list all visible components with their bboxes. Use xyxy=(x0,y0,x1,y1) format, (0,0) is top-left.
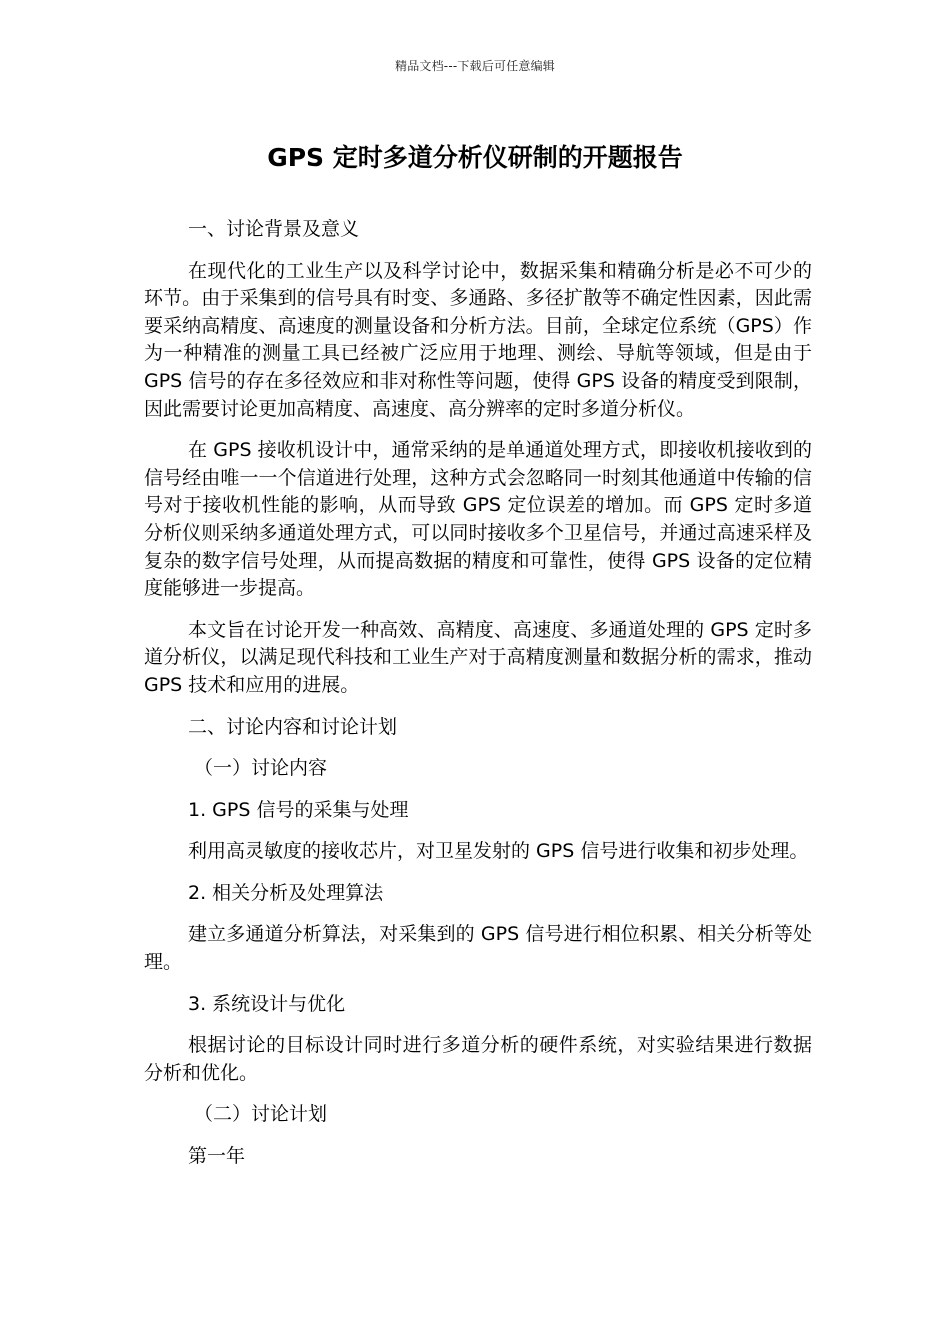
item-heading-correlation: 2. 相关分析及处理算法 xyxy=(188,881,384,904)
item-heading-gps-signal: 1. GPS 信号的采集与处理 xyxy=(188,798,409,821)
subsection-heading-plan: （二）讨论计划 xyxy=(194,1103,328,1126)
item-text-system-design: 根据讨论的目标设计同时进行多道分析的硬件系统，对实验结果进行数据分析和优化。 xyxy=(144,1034,812,1084)
document-body xyxy=(144,216,812,1185)
document-title: GPS 定时多道分析仪研制的开题报告 xyxy=(267,143,683,172)
item-text-correlation: 建立多通道分析算法，对采集到的 GPS 信号进行相位积累、相关分析等处理。 xyxy=(144,923,812,974)
section-heading-content-plan: 二、讨论内容和讨论计划 xyxy=(188,715,398,738)
page-header: 精品文档---下载后可任意编辑 xyxy=(395,59,555,73)
item-heading-system-design: 3. 系统设计与优化 xyxy=(188,992,346,1015)
subsection-heading-content: （一）讨论内容 xyxy=(194,757,328,780)
plan-year-one: 第一年 xyxy=(188,1145,246,1168)
paragraph-background-3: 本文旨在讨论开发一种高效、高精度、高速度、多通道处理的 GPS 定时多道分析仪，以满足现代科技和工业生产对于高精度测量和数据分析的需求，推动 GPS 技术和应用的进展。 xyxy=(144,618,812,696)
paragraph-background-2: 在 GPS 接收机设计中，通常采纳的是单通道处理方式，即接收机接收到的信号经由唯一一个信道进行处理，这种方式会忽略同一时刻其他通道中传输的信号对于接收机性能的影响，从而导致 GPS 定位误差的增加。而 GPS 定时多道分析仪则采纳多通道处理方式，可以同时接收多个卫星信号，并通过高速采样及复杂的数字信号处理，从而提高数据的精度和可靠性，使得 GPS 设备的定位精度能够进一步提高。 xyxy=(144,439,812,600)
paragraph-background-1: 在现代化的工业生产以及科学讨论中，数据采集和精确分析是必不可少的环节。由于采集到的信号具有时变、多通路、多径扩散等不确定性因素，因此需要采纳高精度、高速度的测量设备和分析方法。目前，全球定位系统（GPS）作为一种精准的测量工具已经被广泛应用于地理、测绘、导航等领域，但是由于 GPS 信号的存在多径效应和非对称性等问题，使得 GPS 设备的精度受到限制，因此需要讨论更加高精度、高速度、高分辨率的定时多道分析仪。 xyxy=(144,259,812,420)
section-heading-background: 一、讨论背景及意义 xyxy=(188,218,360,240)
item-text-gps-signal: 利用高灵敏度的接收芯片，对卫星发射的 GPS 信号进行收集和初步处理。 xyxy=(188,840,809,863)
